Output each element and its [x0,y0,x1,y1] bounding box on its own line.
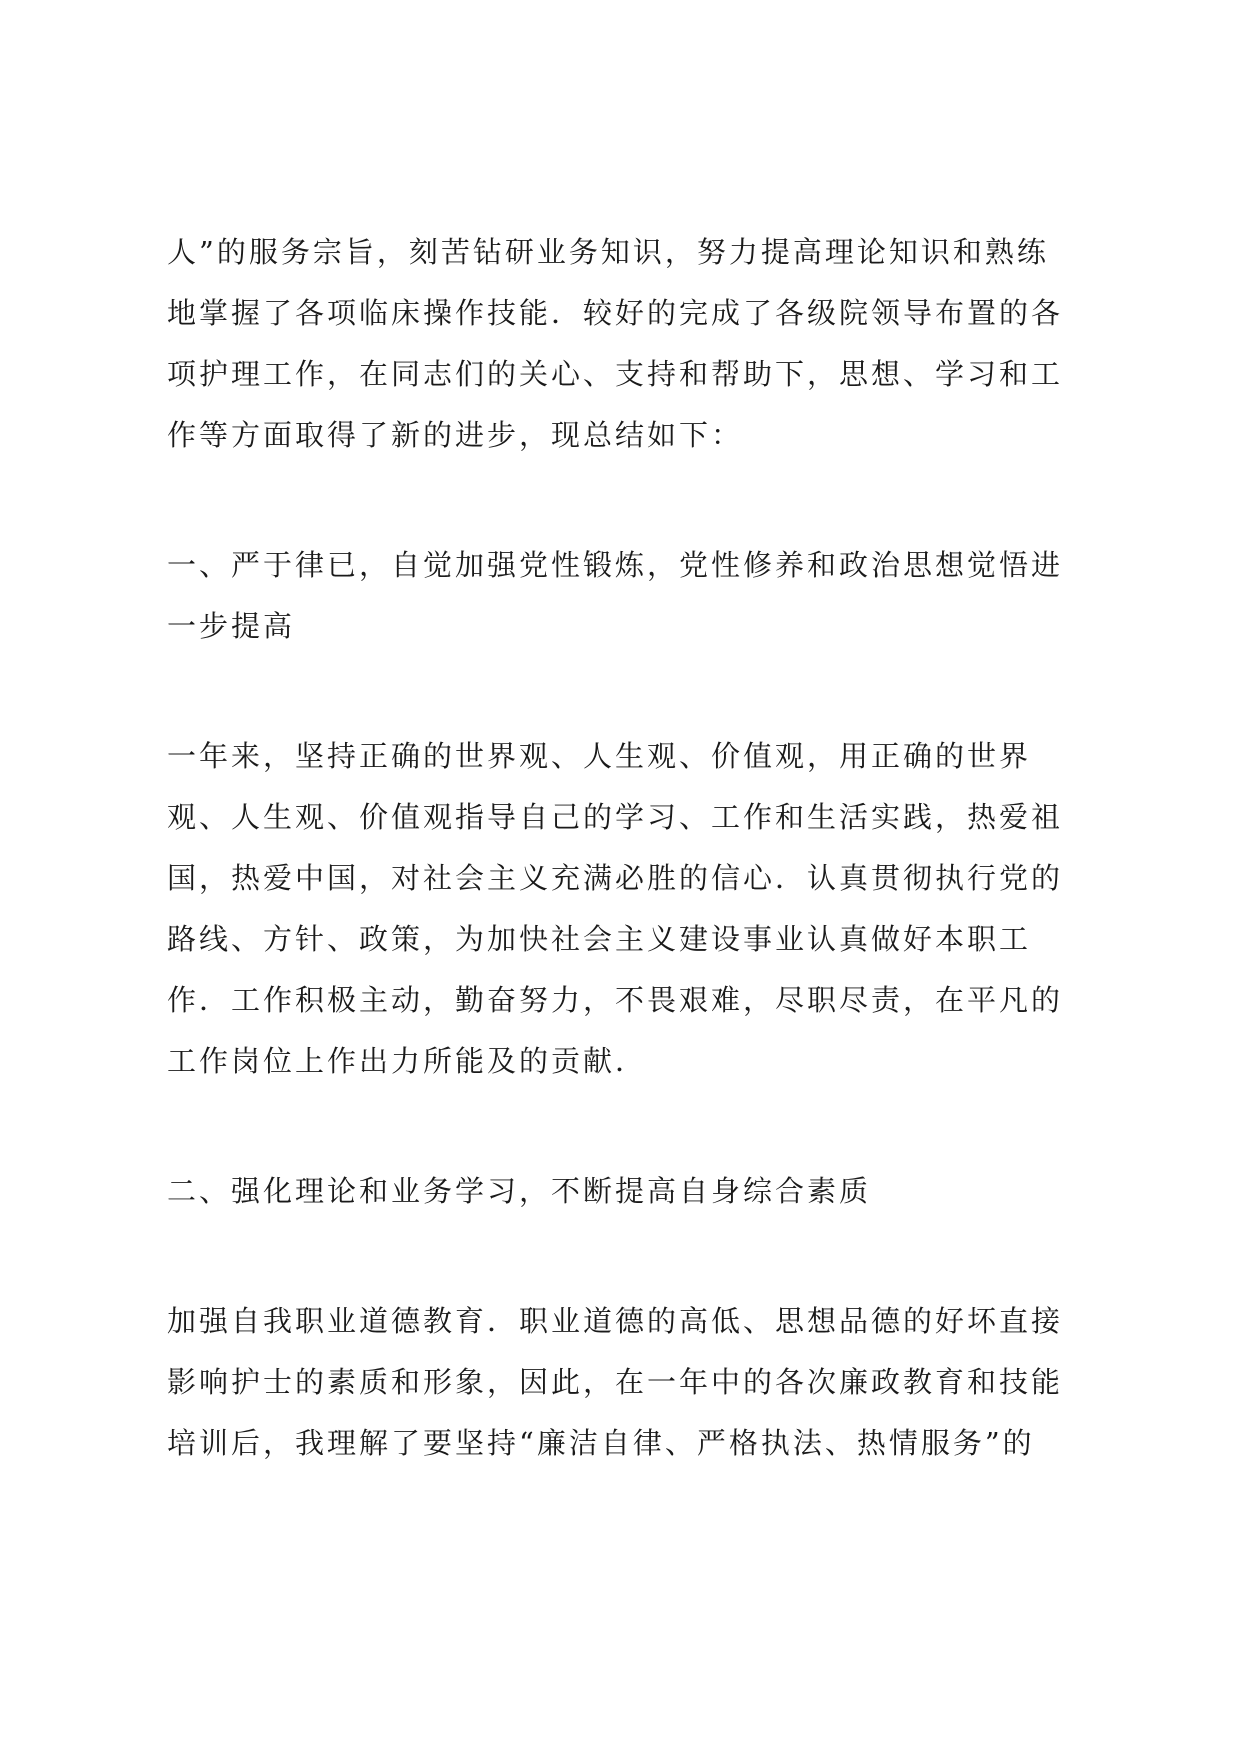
section-heading-2 [167,1161,1087,1222]
paragraph-gap [167,466,1087,535]
text-line: 观、人生观、价值观指导自己的学习、工作和生活实践，热爱祖 [167,800,1064,834]
text-line: 作等方面取得了新的进步，现总结如下： [167,418,744,452]
text-line: 路线、方针、政策，为加快社会主义建设事业认真做好本职工 [167,922,1032,956]
text-line: 加强自我职业道德教育．职业道德的高低、思想品德的好坏直接 [167,1304,1064,1338]
heading-line: 二、强化理论和业务学习，不断提高自身综合素质 [167,1174,872,1208]
paragraph-section-1 [167,726,1087,1092]
text-line: 工作岗位上作出力所能及的贡献． [167,1044,648,1078]
document-body [167,222,1087,1474]
paragraph-gap [167,1222,1087,1291]
text-line: 影响护士的素质和形象，因此，在一年中的各次廉政教育和技能 [167,1365,1064,1399]
paragraph-section-2 [167,1291,1087,1474]
text-line: 人”的服务宗旨，刻苦钻研业务知识，努力提高理论知识和熟练 [167,235,1049,269]
paragraph-gap [167,657,1087,726]
text-line: 项护理工作，在同志们的关心、支持和帮助下，思想、学习和工 [167,357,1064,391]
paragraph-intro [167,222,1087,466]
text-line: 地掌握了各项临床操作技能．较好的完成了各级院领导布置的各 [167,296,1064,330]
heading-line: 一步提高 [167,609,296,643]
text-line: 国，热爱中国，对社会主义充满必胜的信心．认真贯彻执行党的 [167,861,1064,895]
section-heading-1 [167,535,1087,657]
text-line: 一年来，坚持正确的世界观、人生观、价值观，用正确的世界 [167,739,1032,773]
paragraph-gap [167,1092,1087,1161]
text-line: 培训后，我理解了要坚持“廉洁自律、严格执法、热情服务”的 [167,1426,1035,1460]
heading-line: 一、严于律已，自觉加强党性锻炼，党性修养和政治思想觉悟进 [167,548,1064,582]
text-line: 作．工作积极主动，勤奋努力，不畏艰难，尽职尽责，在平凡的 [167,983,1064,1017]
